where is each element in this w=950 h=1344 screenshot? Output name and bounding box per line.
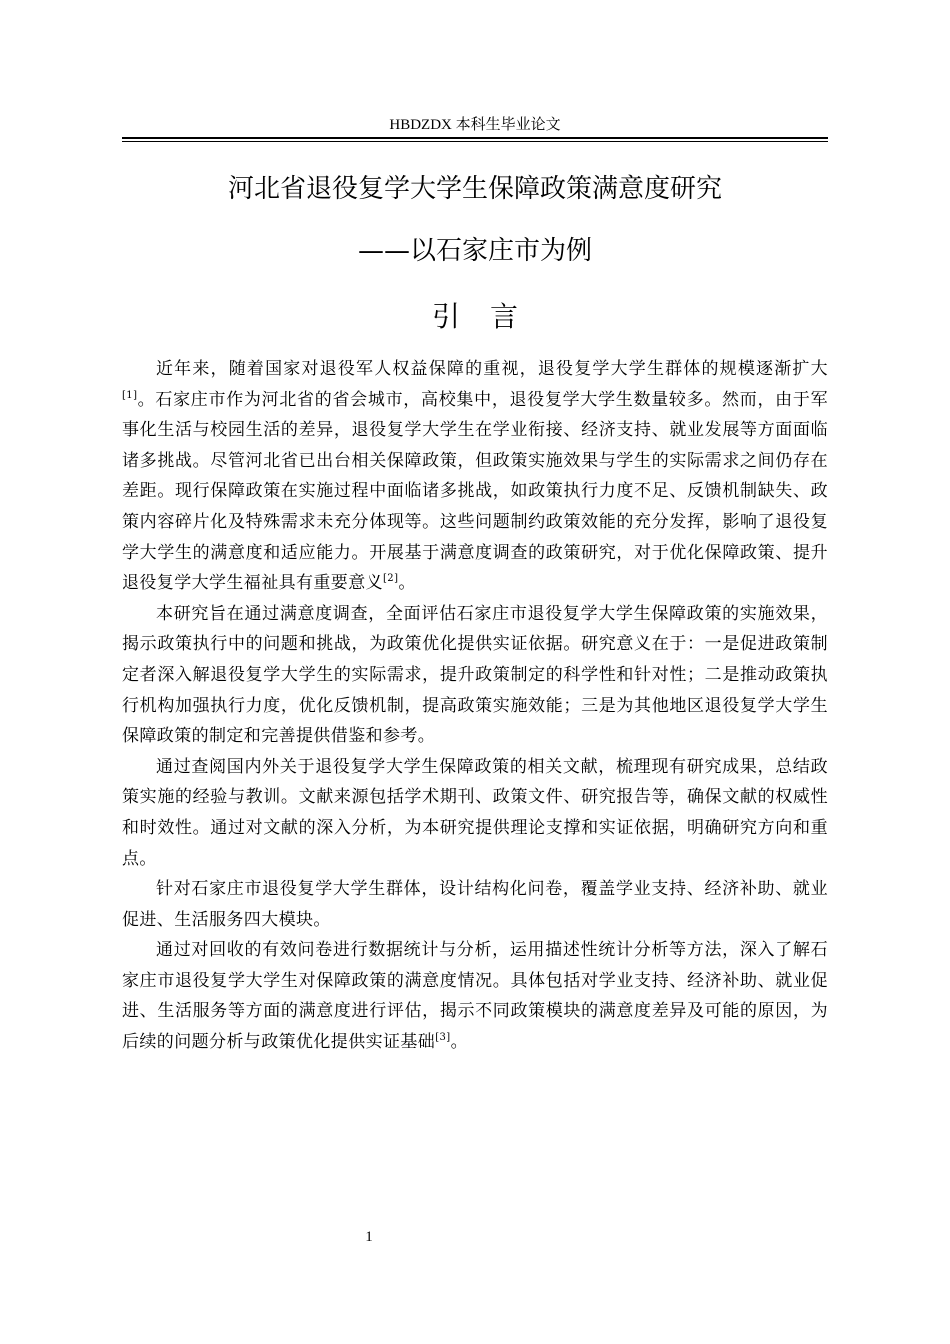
paragraph-text: 通过对回收的有效问卷进行数据统计与分析，运用描述性统计分析等方法，深入了解石家庄市退役复学大学生对保障政策的满意度情况。具体包括对学业支持、经济补助、就业促进、生活服务等方面的满意度进行评估，揭示不同政策模块的满意度差异及可能的原因，为后续的问题分析与政策优化提供实证基础	[122, 940, 828, 1053]
thesis-subtitle: ——以石家庄市为例	[357, 236, 592, 266]
paragraph	[122, 599, 828, 752]
running-header: HBDZDX 本科生毕业论文	[389, 117, 561, 133]
citation-marker: [2]	[383, 573, 399, 585]
paragraph	[122, 935, 828, 1057]
header-rule-thin	[122, 141, 828, 142]
paragraph	[122, 354, 828, 599]
header-rule-thick	[122, 137, 828, 139]
paragraph-text: 。	[398, 573, 416, 594]
paragraph-text: 。石家庄市作为河北省的省会城市，高校集中，退役复学大学生数量较多。然而，由于军事化生活与校园生活的差异，退役复学大学生在学业衔接、经济支持、就业发展等方面面临诸多挑战。尽管河北省已出台相关保障政策，但政策实施效果与学生的实际需求之间仍存在差距。现行保障政策在实施过程中面临诸多挑战，如政策执行力度不足、反馈机制缺失、政策内容碎片化及特殊需求未充分体现等。这些问题制约政策效能的充分发挥，影响了退役复学大学生的满意度和适应能力。开展基于满意度调查的政策研究，对于优化保障政策、提升退役复学大学生福祉具有重要意义	[122, 389, 828, 594]
citation-marker: [1]	[122, 389, 138, 401]
paragraph	[122, 752, 828, 874]
paragraph-text: 近年来，随着国家对退役军人权益保障的重视，退役复学大学生群体的规模逐渐扩大	[156, 359, 828, 379]
thesis-title: 河北省退役复学大学生保障政策满意度研究	[227, 174, 722, 204]
body-text	[122, 354, 828, 1058]
page-number: 1	[365, 1229, 373, 1245]
citation-marker: [3]	[435, 1032, 451, 1044]
paragraph-text: 通过查阅国内外关于退役复学大学生保障政策的相关文献，梳理现有研究成果，总结政策实施的经验与教训。文献来源包括学术期刊、政策文件、研究报告等，确保文献的权威性和时效性。通过对文献的深入分析，为本研究提供理论支撑和实证依据，明确研究方向和重点。	[122, 756, 828, 869]
paragraph-text: 本研究旨在通过满意度调查，全面评估石家庄市退役复学大学生保障政策的实施效果，揭示政策执行中的问题和挑战，为政策优化提供实证依据。研究意义在于：一是促进政策制定者深入解退役复学大学生的实际需求，提升政策制定的科学性和针对性；二是推动政策执行机构加强执行力度，优化反馈机制，提高政策实施效能；三是为其他地区退役复学大学生保障政策的制定和完善提供借鉴和参考。	[122, 603, 828, 747]
section-heading-introduction: 引言	[431, 300, 548, 333]
paragraph-text: 。	[450, 1032, 468, 1053]
paragraph	[122, 874, 828, 935]
paragraph-text: 针对石家庄市退役复学大学生群体，设计结构化问卷，覆盖学业支持、经济补助、就业促进、生活服务四大模块。	[122, 879, 828, 930]
